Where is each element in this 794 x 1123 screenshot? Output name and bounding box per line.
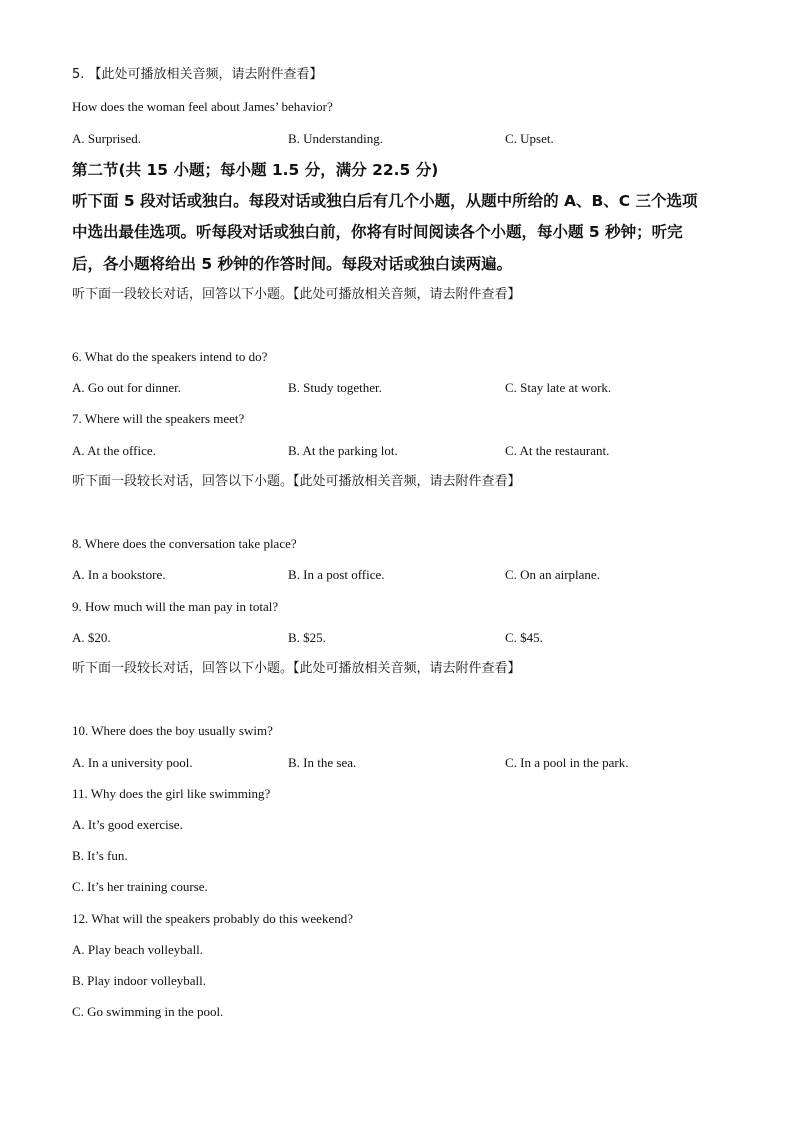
q5-option-c: C. Upset. <box>505 131 554 146</box>
q10-option-b: B. In the sea. <box>288 755 357 770</box>
q12-option-a: A. Play beach volleyball. <box>72 942 204 957</box>
q8-option-a: A. In a bookstore. <box>72 567 166 582</box>
q5-option-b: B. Understanding. <box>288 131 383 146</box>
q6-option-b: B. Study together. <box>288 380 382 395</box>
q10-option-a: A. In a university pool. <box>72 755 193 770</box>
q12-option-c: C. Go swimming in the pool. <box>72 1004 224 1019</box>
q9-option-c: C. $45. <box>505 630 543 645</box>
q11-question: 11. Why does the girl like swimming? <box>72 786 271 801</box>
audio-note-2: 听下面一段较长对话，回答以下小题。【此处可播放相关音频，请去附件查看】 <box>72 474 521 489</box>
q9-option-b: B. $25. <box>288 630 326 645</box>
section2-instruction-line1: 听下面 5 段对话或独白。每段对话或独白后有几个小题，从题中所给的 A、B、C 三个选项 <box>72 192 698 210</box>
q7-option-b: B. At the parking lot. <box>288 443 398 458</box>
q10-question: 10. Where does the boy usually swim? <box>72 723 273 738</box>
section2-instruction-line2: 中选出最佳选项。听每段对话或独白前，你将有时间阅读各个小题，每小题 5 秒钟；听完 <box>72 223 683 241</box>
q9-option-a: A. $20. <box>72 630 111 645</box>
q10-option-c: C. In a pool in the park. <box>505 755 629 770</box>
q8-question: 8. Where does the conversation take place? <box>72 536 297 551</box>
q5-question: How does the woman feel about James’ behavior? <box>72 99 333 114</box>
q12-option-b: B. Play indoor volleyball. <box>72 973 206 988</box>
section2-title: 第二节(共 15 小题；每小题 1.5 分，满分 22.5 分) <box>72 161 439 179</box>
q11-option-b: B. It’s fun. <box>72 848 128 863</box>
q11-option-c: C. It’s her training course. <box>72 879 208 894</box>
q9-question: 9. How much will the man pay in total? <box>72 599 279 614</box>
q6-option-a: A. Go out for dinner. <box>72 380 182 395</box>
audio-note-3: 听下面一段较长对话，回答以下小题。【此处可播放相关音频，请去附件查看】 <box>72 661 521 676</box>
section2-instruction-line3: 后，各小题将给出 5 秒钟的作答时间。每段对话或独白读两遍。 <box>72 255 513 273</box>
q7-question: 7. Where will the speakers meet? <box>72 411 245 426</box>
q5-header: 5. 【此处可播放相关音频，请去附件查看】 <box>72 67 323 82</box>
q7-option-c: C. At the restaurant. <box>505 443 610 458</box>
q11-option-a: A. It’s good exercise. <box>72 817 183 832</box>
q6-option-c: C. Stay late at work. <box>505 380 612 395</box>
audio-note-1: 听下面一段较长对话，回答以下小题。【此处可播放相关音频，请去附件查看】 <box>72 287 521 302</box>
q6-question: 6. What do the speakers intend to do? <box>72 349 268 364</box>
q8-option-b: B. In a post office. <box>288 567 385 582</box>
q5-option-a: A. Surprised. <box>72 131 141 146</box>
q8-option-c: C. On an airplane. <box>505 567 600 582</box>
q7-option-a: A. At the office. <box>72 443 156 458</box>
q12-question: 12. What will the speakers probably do this weekend? <box>72 911 353 926</box>
